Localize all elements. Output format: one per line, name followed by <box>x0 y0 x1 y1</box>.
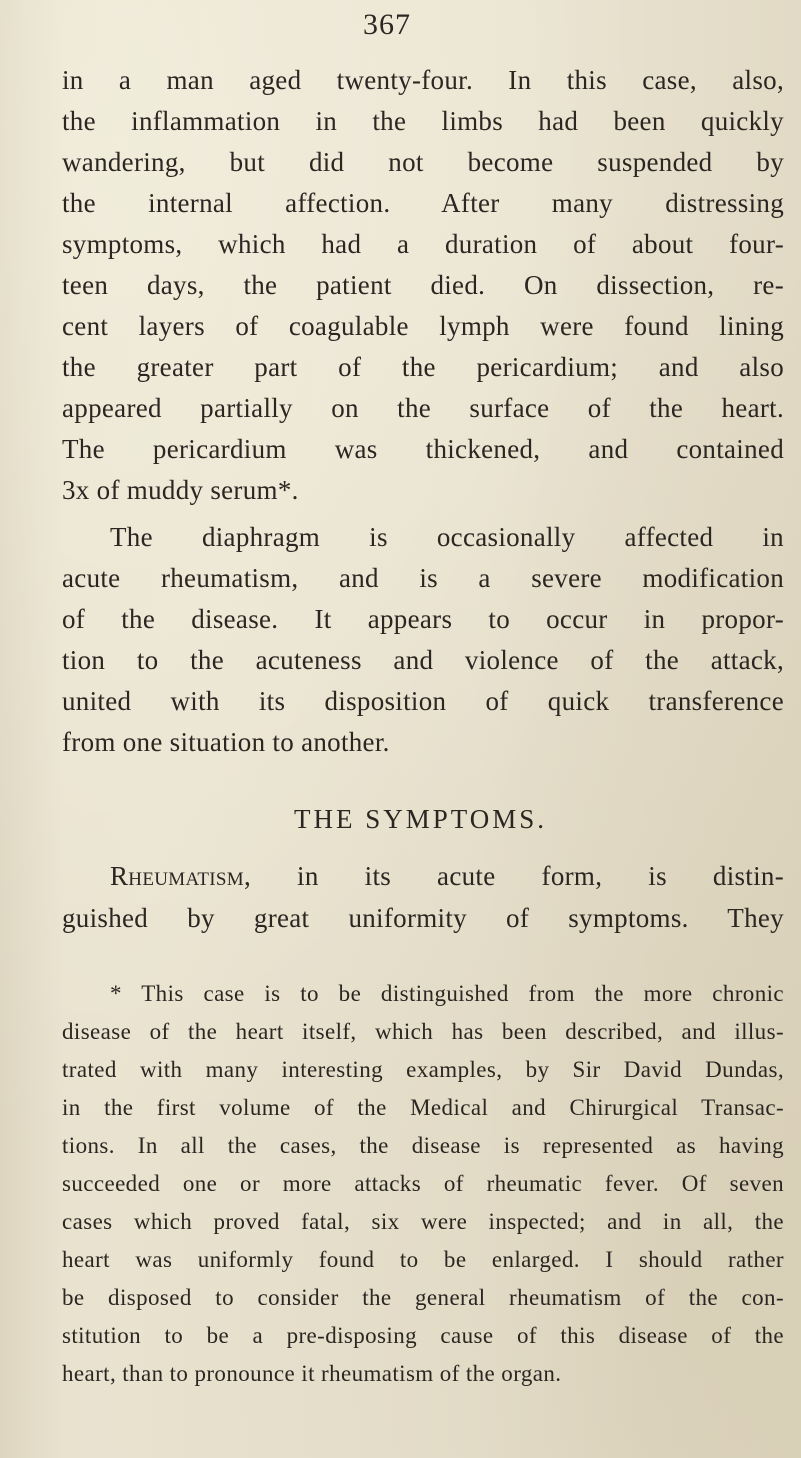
text-line: from one situation to another. <box>62 727 390 757</box>
section-heading: THE SYMPTOMS. <box>293 804 548 834</box>
text-line: appeared partially on the surface of the heart. <box>62 393 784 423</box>
footnote-line: cases which proved fatal, six were inspected; and in all, the <box>62 1209 784 1234</box>
footnote-line: trated with many interesting examples, by Sir David Dundas, <box>62 1057 784 1082</box>
text-line: the greater part of the pericardium; and also <box>62 352 784 382</box>
line-rest: guished by great uniformity of symptoms. They <box>62 903 784 933</box>
text-line: wandering, but did not become suspended by <box>62 147 784 177</box>
text-line: tion to the acuteness and violence of the attack, <box>62 645 784 675</box>
text-line: teen days, the patient died. On dissection, re- <box>62 270 784 300</box>
text-line: the inflammation in the limbs had been quickly <box>62 106 784 136</box>
text-line: 3x of muddy serum*. <box>62 475 299 505</box>
text-line: acute rheumatism, and is a severe modification <box>62 563 784 593</box>
page-number: 367 <box>363 8 411 41</box>
text-line: of the disease. It appears to occur in propor- <box>62 604 784 634</box>
text-line: The pericardium was thickened, and contained <box>62 434 784 464</box>
footnote-line: be disposed to consider the general rheumatism of the con- <box>62 1285 784 1310</box>
text-line: The diaphragm is occasionally affected in <box>110 522 784 552</box>
text-line: united with its disposition of quick transference <box>62 686 784 716</box>
footnote-line: heart, than to pronounce it rheumatism of the organ. <box>62 1361 562 1386</box>
text-line <box>110 858 784 894</box>
text-line: in a man aged twenty-four. In this case, also, <box>62 65 784 95</box>
footnote-line: in the first volume of the Medical and Chirurgical Transac- <box>62 1095 784 1120</box>
text-line: the internal affection. After many distressing <box>62 188 784 218</box>
text-line <box>62 900 784 936</box>
footnote-line: tions. In all the cases, the disease is represented as having <box>62 1133 784 1158</box>
footnote-line: stitution to be a pre-disposing cause of this disease of the <box>62 1323 784 1348</box>
footnote-line: heart was uniformly found to be enlarged. I should rather <box>62 1247 784 1272</box>
lead-word: Rheumatism, <box>110 861 252 891</box>
footnote-line: * This case is to be distinguished from the more chronic <box>110 981 784 1006</box>
line-rest: in its acute form, is distin- <box>251 861 784 891</box>
text-line: cent layers of coagulable lymph were found lining <box>62 311 784 341</box>
footnote-line: disease of the heart itself, which has been described, and illus- <box>62 1019 784 1044</box>
footnote-line: succeeded one or more attacks of rheumatic fever. Of seven <box>62 1171 784 1196</box>
text-line: symptoms, which had a duration of about four- <box>62 229 784 259</box>
